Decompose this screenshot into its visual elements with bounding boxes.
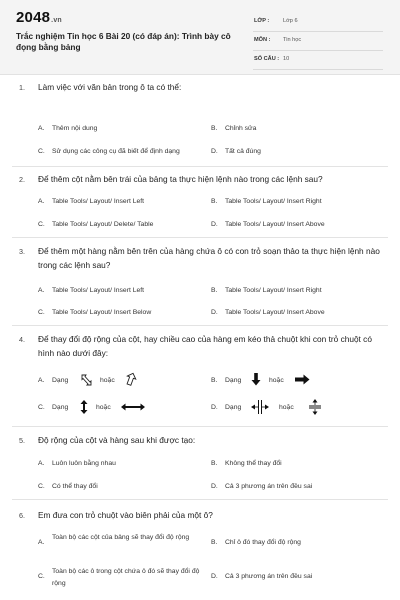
option-letter: C. [38, 573, 45, 580]
question-text: Để thêm một hàng nằm bên trên của hàng chứa ô có con trỏ soạn thảo ta thực hiện lệnh nào trong các lệnh sau? [38, 246, 380, 270]
question-text: Em đưa con trỏ chuột vào biên phải của một ô? [38, 510, 213, 520]
page-title: Trắc nghiệm Tin học 6 Bài 20 (có đáp án): Trình bày cô đọng bằng bảng [16, 31, 231, 52]
down-arrow-bold-icon [251, 373, 261, 389]
option-word: hoặc [269, 377, 284, 384]
question-number: 2. [19, 175, 25, 184]
option-letter: C. [38, 404, 45, 411]
option-letter: B. [211, 460, 218, 467]
option-text: Chỉ ô đó thay đổi độ rộng [225, 539, 301, 546]
option-text: Table Tools/ Layout/ Insert Right [225, 287, 322, 294]
option-text: Table Tools/ Layout/ Insert Right [225, 198, 322, 205]
option-text: Luôn luôn bằng nhau [52, 460, 116, 467]
logo-text: 2048 [16, 9, 51, 26]
option-letter: A. [38, 198, 45, 205]
option-text: Tất cả đúng [225, 148, 261, 155]
option-letter: D. [211, 483, 218, 490]
option-text: Table Tools/ Layout/ Insert Below [52, 309, 152, 316]
meta-value: Tin học [283, 37, 302, 43]
divider [12, 166, 388, 167]
divider [12, 499, 388, 500]
question-text: Làm việc với văn bản trong ô ta có thể: [38, 82, 182, 92]
option-letter: D. [211, 148, 218, 155]
meta-value: 10 [283, 56, 290, 62]
option-letter: C. [38, 483, 45, 490]
question-number: 3. [19, 247, 25, 256]
option-letter: B. [211, 198, 218, 205]
logo-suffix: .vn [51, 17, 62, 24]
option-letter: D. [211, 309, 218, 316]
meta-row-count [253, 51, 383, 70]
option-word: hoặc [100, 377, 115, 384]
question-number: 1. [19, 83, 25, 92]
vertical-double-arrow-icon [80, 400, 88, 417]
meta-row-class [253, 13, 383, 32]
horizontal-double-arrow-icon [121, 403, 145, 414]
option-text: Sử dụng các công cụ đã biết để định dạng [52, 148, 180, 155]
option-letter: B. [211, 539, 218, 546]
question-text: Để thay đổi độ rộng của cột, hay chiều cao của hàng em kéo thả chuột khi con trỏ chuột có hình nào dưới đây: [38, 334, 372, 358]
question-number: 4. [19, 335, 25, 344]
divider [12, 237, 388, 238]
option-text: Không thể thay đổi [225, 460, 282, 467]
question-text: Độ rộng của cột và hàng sau khi được tạo: [38, 435, 196, 445]
option-text: Cả 3 phương án trên đều sai [225, 573, 313, 580]
option-letter: C. [38, 309, 45, 316]
option-text: Table Tools/ Layout/ Insert Left [52, 287, 145, 294]
option-word: Dạng [225, 377, 242, 384]
meta-key: SỐ CÂU : [254, 56, 280, 62]
divider [12, 426, 388, 427]
option-text: Table Tools/ Layout/ Delete/ Table [52, 221, 154, 228]
meta-row-subject [253, 32, 383, 51]
option-text: Cả 3 phương án trên đều sai [225, 483, 313, 490]
row-resize-icon [309, 399, 321, 418]
option-letter: A. [38, 460, 45, 467]
option-letter: A. [38, 287, 45, 294]
option-letter: B. [211, 377, 218, 384]
option-letter: D. [211, 573, 218, 580]
option-text: Có thể thay đổi [52, 483, 98, 490]
option-letter: C. [38, 148, 45, 155]
option-letter: C. [38, 221, 45, 228]
option-word: hoặc [279, 404, 294, 411]
meta-key: LỚP : [254, 18, 270, 24]
option-word: hoặc [96, 404, 111, 411]
meta-info [253, 13, 383, 70]
column-resize-icon [251, 400, 269, 417]
vertical-arrow-outline-icon [125, 372, 137, 389]
option-text: Chỉnh sửa [225, 125, 257, 132]
right-arrow-bold-icon [295, 374, 310, 388]
meta-key: MÔN : [254, 37, 271, 43]
option-text: Toàn bộ các ô trong cột chứa ô đó sẽ thay đổi độ rộng [52, 568, 200, 587]
diagonal-resize-outline-icon [80, 373, 92, 389]
option-letter: B. [211, 287, 218, 294]
option-word: Dạng [52, 404, 69, 411]
option-letter: D. [211, 221, 218, 228]
question-text: Để thêm cột nằm bên trái của bảng ta thực hiện lệnh nào trong các lệnh sau? [38, 174, 323, 184]
option-letter: A. [38, 377, 45, 384]
option-text: Toàn bộ các cột của bảng sẽ thay đổi độ rộng [52, 534, 190, 541]
option-text: Table Tools/ Layout/ Insert Above [225, 221, 325, 228]
option-text: Thêm nội dung [52, 125, 98, 132]
option-letter: A. [38, 125, 45, 132]
meta-value: Lớp 6 [283, 18, 298, 24]
option-word: Dạng [225, 404, 242, 411]
question-number: 5. [19, 436, 25, 445]
question-number: 6. [19, 511, 25, 520]
option-text: Table Tools/ Layout/ Insert Above [225, 309, 325, 316]
option-word: Dạng [52, 377, 69, 384]
site-logo[interactable] [16, 9, 62, 26]
header [0, 0, 400, 75]
option-letter: B. [211, 125, 218, 132]
option-letter: D. [211, 404, 218, 411]
option-text: Table Tools/ Layout/ Insert Left [52, 198, 145, 205]
divider [12, 325, 388, 326]
option-letter: A. [38, 539, 45, 546]
